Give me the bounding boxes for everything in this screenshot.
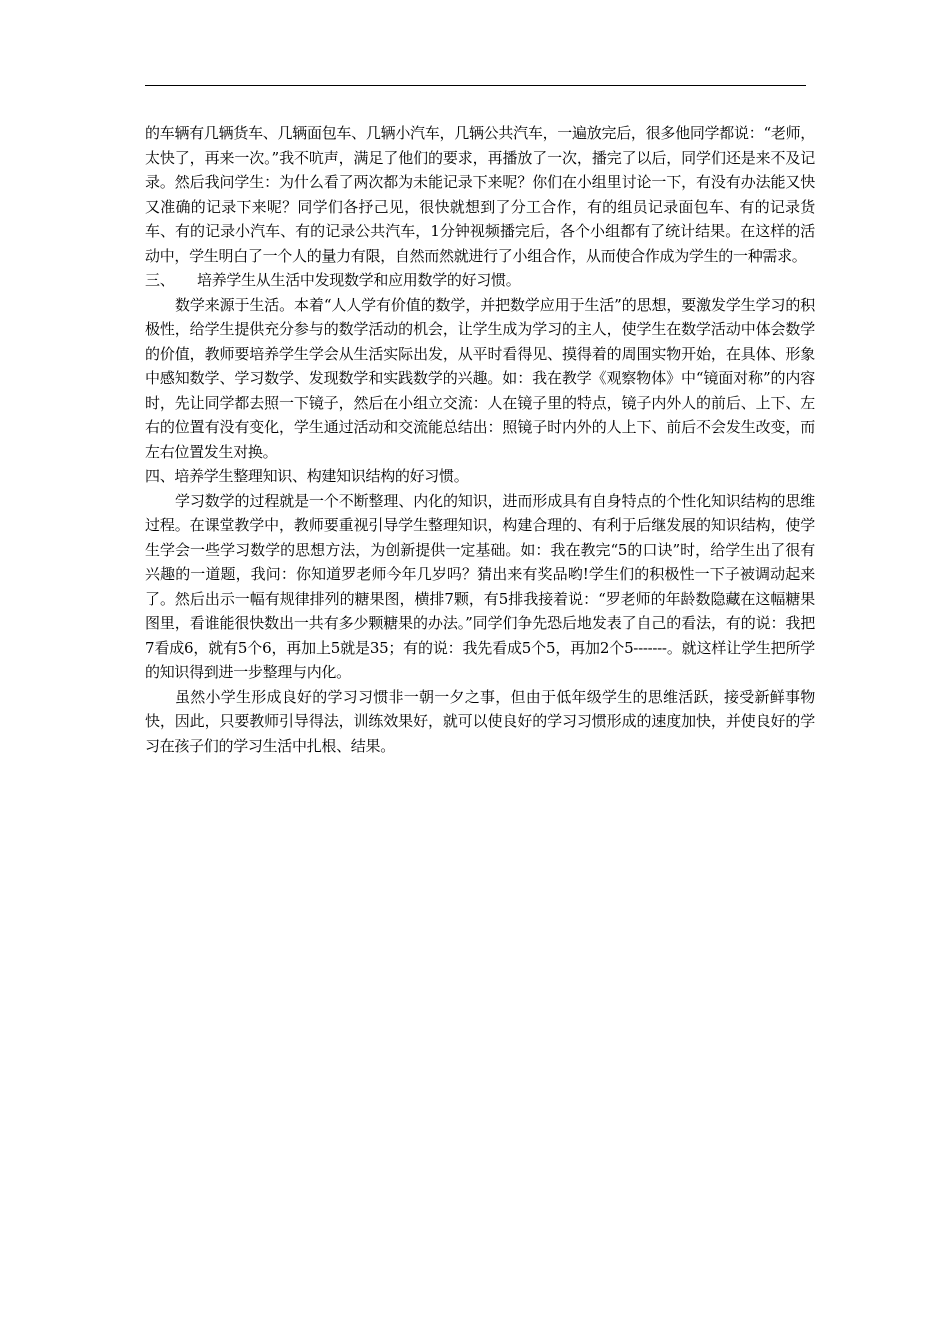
section-number-3: 三、 (145, 271, 175, 289)
paragraph-continued: 的车辆有几辆货车、几辆面包车、几辆小汽车，几辆公共汽车，一遍放完后，很多他同学都说：“老师，太快了，再来一次。”我不吭声，满足了他们的要求，再播放了一次，播完了以后，同学们还是来不及记录。然后我问学生：为什么看了两次都为未能记录下来呢？你们在小组里讨论一下，有没有办法能又快又准确的记录下来呢？同学们各抒己见，很快就想到了分工合作，有的组员记录面包车、有的记录货车、有的记录小汽车、有的记录公共汽车，1分钟视频播完后，各个小组都有了统计结果。在这样的活动中，学生明白了一个人的量力有限，自然而然就进行了小组合作，从而使合作成为学生的一种需求。 (145, 124, 815, 265)
document-body (145, 121, 815, 758)
paragraph-section-3: 数学来源于生活。本着“人人学有价值的数学，并把数学应用于生活”的思想，要激发学生学习的积极性，给学生提供充分参与的数学活动的机会，让学生成为学习的主人，使学生在数学活动中体会数学的价值，教师要培养学生学会从生活实际出发，从平时看得见、摸得着的周围实物开始，在具体、形象中感知数学、学习数学、发现数学和实践数学的兴趣。如：我在教学《观察物体》中“镜面对称”的内容时，先让同学都去照一下镜子，然后在小组立交流：人在镜子里的特点，镜子内外人的前后、上下、左右的位置有没有变化，学生通过活动和交流能总结出：照镜子时内外的人上下、前后不会发生改变，而左右位置发生对换。 (145, 295, 815, 461)
header-rule (145, 85, 806, 86)
section-heading-3 (145, 268, 815, 293)
section-heading-4: 四、培养学生整理知识、构建知识结构的好习惯。 (145, 467, 469, 485)
paragraph-conclusion: 虽然小学生形成良好的学习习惯非一朝一夕之事，但由于低年级学生的思维活跃，接受新鲜事物快，因此，只要教师引导得法，训练效果好，就可以使良好的学习习惯形成的速度加快，并使良好的学习在孩子们的学习生活中扎根、结果。 (145, 687, 815, 755)
paragraph-section-4: 学习数学的过程就是一个不断整理、内化的知识，进而形成具有自身特点的个性化知识结构的思维过程。在课堂教学中，教师要重视引导学生整理知识，构建合理的、有利于后继发展的知识结构，使学生学会一些学习数学的思想方法，为创新提供一定基础。如：我在教完“5的口诀”时，给学生出了很有兴趣的一道题，我问：你知道罗老师今年几岁吗？猜出来有奖品哟!学生们的积极性一下子被调动起来了。然后出示一幅有规律排列的糖果图，横排7颗，有5排我接着说：“罗老师的年龄数隐藏在这幅糖果图里，看谁能很快数出一共有多少颗糖果的办法。”同学们争先恐后地发表了自己的看法，有的说：我把7看成6，就有5个6，再加上5就是35；有的说：我先看成5个5，再加2个5-------。就这样让学生把所学的知识得到进一步整理与内化。 (145, 491, 815, 681)
section-title-3: 培养学生从生活中发现数学和应用数学的好习惯。 (197, 271, 521, 289)
